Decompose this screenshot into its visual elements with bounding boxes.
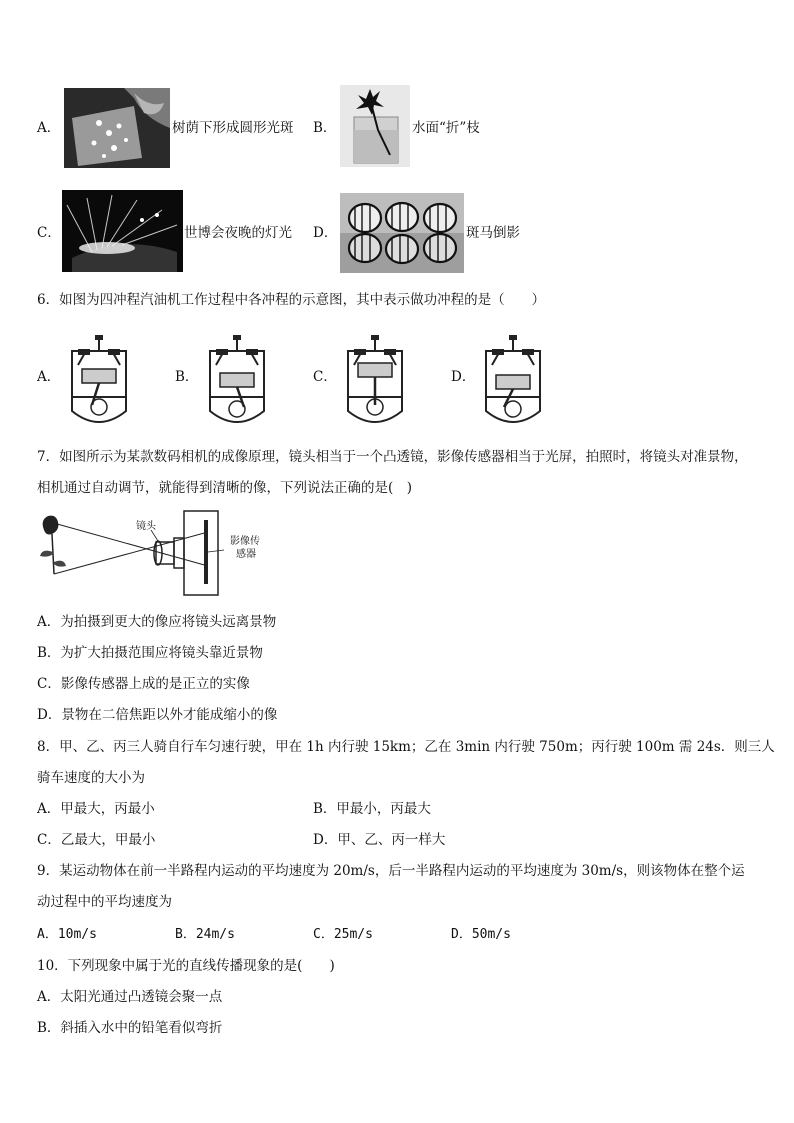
q8-option-c: C．乙最大，甲最小 — [37, 832, 156, 848]
q9-option-c: C．25m/s — [313, 927, 373, 942]
q7-option-c: C．影像传感器上成的是正立的实像 — [37, 676, 250, 692]
q7-stem-line-2: 相机通过自动调节，就能得到清晰的像，下列说法正确的是( ) — [37, 480, 413, 496]
q5-option-d-letter: D． — [313, 225, 338, 241]
q6-option-b-letter: B． — [175, 369, 199, 385]
q5-option-c-letter: C． — [37, 225, 61, 241]
q5-option-c-caption: 世博会夜晚的灯光 — [184, 225, 292, 241]
q5-option-b-image-stick-in-water — [340, 85, 410, 167]
q7-lens-label: 镜头 — [136, 521, 156, 532]
q6-option-a-engine-diagram — [64, 333, 134, 428]
q6-option-d-letter: D． — [451, 369, 476, 385]
q6-option-d-engine-diagram — [478, 333, 548, 428]
q5-option-d-image-zebra-reflection — [340, 193, 464, 273]
q6-stem: 6．如图为四冲程汽油机工作过程中各冲程的示意图，其中表示做功冲程的是（ ） — [37, 292, 546, 308]
q5-option-a-caption: 树荫下形成圆形光斑 — [172, 120, 294, 136]
q6-option-b-engine-diagram — [202, 333, 272, 428]
q9-stem-line-1: 9．某运动物体在前一半路程内运动的平均速度为 20m/s，后一半路程内运动的平均速度为 30m/s，则该物体在整个运 — [37, 863, 745, 879]
q5-option-a-letter: A． — [37, 120, 61, 136]
q9-option-d: D．50m/s — [451, 927, 511, 942]
q6-option-a-letter: A． — [37, 369, 61, 385]
q6-option-c-engine-diagram — [340, 333, 410, 428]
q7-option-a: A．为拍摄到更大的像应将镜头远离景物 — [37, 614, 277, 630]
q8-option-b: B．甲最小，丙最大 — [313, 801, 431, 817]
q5-option-a-image-tree-shade — [64, 88, 170, 168]
q8-option-d: D．甲、乙、丙一样大 — [313, 832, 446, 848]
q7-option-b: B．为扩大拍摄范围应将镜头靠近景物 — [37, 645, 263, 661]
q5-option-b-caption: 水面“折”枝 — [412, 120, 480, 136]
q8-stem-line-2: 骑车速度的大小为 — [37, 770, 145, 786]
q10-option-a: A．太阳光通过凸透镜会聚一点 — [37, 989, 223, 1005]
q5-option-d-caption: 斑马倒影 — [466, 225, 520, 241]
q5-option-b-letter: B． — [313, 120, 337, 136]
q5-option-c-image-expo-night-lights — [62, 190, 183, 272]
q7-stem-line-1: 7．如图所示为某款数码相机的成像原理，镜头相当于一个凸透镜，影像传感器相当于光屏，拍照时，将镜头对准景物， — [37, 449, 748, 465]
q10-option-b: B．斜插入水中的铅笔看似弯折 — [37, 1020, 223, 1036]
q6-option-c-letter: C． — [313, 369, 337, 385]
q7-sensor-label-line-1: 影像传 — [230, 536, 260, 547]
q9-option-b: B．24m/s — [175, 927, 235, 942]
q8-stem-line-1: 8．甲、乙、丙三人骑自行车匀速行驶，甲在 1h 内行驶 15km；乙在 3min 内行驶 750m；丙行驶 100m 需 24s．则三人 — [37, 739, 775, 755]
q9-stem-line-2: 动过程中的平均速度为 — [37, 894, 172, 910]
q8-option-a: A．甲最大，丙最小 — [37, 801, 155, 817]
q9-option-a: A．10m/s — [37, 927, 97, 942]
q7-sensor-label-line-2: 感器 — [236, 549, 256, 560]
q7-option-d: D．景物在二倍焦距以外才能成缩小的像 — [37, 707, 278, 723]
q10-stem: 10．下列现象中属于光的直线传播现象的是( ) — [37, 958, 335, 974]
